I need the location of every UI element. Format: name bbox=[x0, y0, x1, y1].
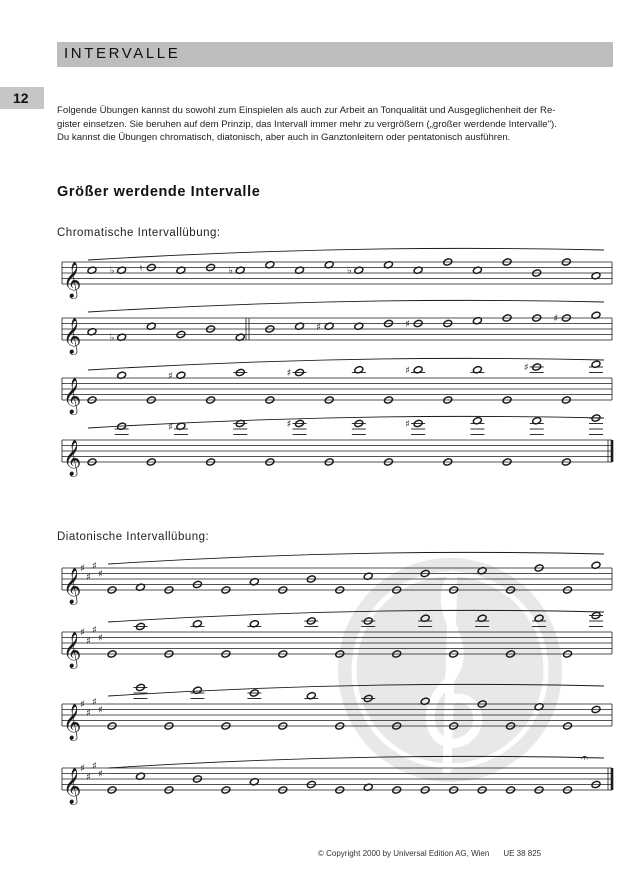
sharp-sign: ♯ bbox=[92, 624, 97, 636]
flat-sign: ♭ bbox=[346, 265, 352, 277]
fermata-icon: 𝄐 bbox=[581, 751, 589, 766]
flat-sign: ♭ bbox=[109, 332, 115, 344]
sharp-sign: ♯ bbox=[98, 569, 103, 580]
intro-line: gister einsetzen. Sie beruhen auf dem Prinzip, das Intervall immer mehr zu vergrößern („großer werdende Intervalle"). bbox=[57, 118, 557, 130]
chapter-title: INTERVALLE bbox=[64, 45, 181, 62]
sharp-sign: ♯ bbox=[80, 563, 85, 575]
staff-system bbox=[62, 610, 612, 658]
slur bbox=[108, 552, 604, 564]
treble-clef-icon: 𝄞 bbox=[63, 378, 82, 414]
exercise-title-diatonic: Diatonische Intervallübung: bbox=[57, 531, 210, 543]
sharp-sign: ♯ bbox=[405, 365, 410, 377]
staff-system bbox=[62, 756, 612, 794]
flat-sign: ♭ bbox=[109, 265, 115, 277]
sharp-sign: ♯ bbox=[98, 705, 103, 716]
treble-clef-icon: 𝄞 bbox=[63, 768, 82, 804]
staff-system bbox=[62, 552, 612, 594]
staff-system bbox=[62, 300, 612, 344]
staff-system bbox=[62, 414, 612, 466]
sharp-sign: ♯ bbox=[92, 696, 97, 708]
sharp-sign: ♯ bbox=[86, 571, 91, 583]
sharp-sign: ♯ bbox=[98, 633, 103, 644]
sharp-sign: ♯ bbox=[167, 421, 173, 433]
intro-line: Du kannst die Übungen chromatisch, diatonisch, aber auch in Ganztonleitern oder pentatonisch ausführen. bbox=[57, 132, 511, 143]
treble-clef-icon: 𝄞 bbox=[63, 568, 82, 604]
page-number: 12 bbox=[0, 87, 44, 109]
section-heading: Größer werdende Intervalle bbox=[57, 184, 261, 200]
slur bbox=[108, 684, 604, 696]
sharp-sign: ♯ bbox=[286, 419, 292, 430]
treble-clef-icon: 𝄞 bbox=[63, 704, 82, 740]
slur bbox=[108, 610, 604, 622]
treble-clef-icon: 𝄞 bbox=[63, 440, 82, 476]
flat-sign: ♭ bbox=[228, 265, 233, 277]
sharp-sign: ♯ bbox=[286, 368, 292, 379]
slur bbox=[88, 300, 604, 312]
sharp-sign: ♯ bbox=[98, 769, 103, 780]
exercise-title-chromatic: Chromatische Intervallübung: bbox=[57, 227, 221, 239]
slur bbox=[88, 248, 604, 260]
sharp-sign: ♯ bbox=[80, 763, 85, 775]
treble-clef-icon: 𝄞 bbox=[63, 262, 82, 298]
staff-system bbox=[62, 358, 612, 404]
sharp-sign: ♯ bbox=[86, 707, 91, 719]
sharp-sign: ♯ bbox=[405, 319, 410, 330]
sharp-sign: ♯ bbox=[167, 370, 173, 382]
staff-system bbox=[62, 248, 612, 284]
edition-number: UE 38 825 bbox=[503, 849, 542, 858]
sharp-sign: ♯ bbox=[405, 419, 410, 430]
footer-copyright bbox=[318, 849, 541, 858]
treble-clef-icon: 𝄞 bbox=[63, 632, 82, 668]
copyright-text: © Copyright 2000 by Universal Edition AG, Wien bbox=[318, 849, 490, 858]
sharp-sign: ♯ bbox=[92, 760, 97, 772]
sharp-sign: ♯ bbox=[92, 560, 97, 572]
treble-clef-icon: 𝄞 bbox=[63, 318, 82, 354]
intro-line: Folgende Übungen kannst du sowohl zum Einspielen als auch zur Arbeit an Tonqualität und Ausgeglichenheit der Re- bbox=[57, 105, 556, 116]
sharp-sign: ♯ bbox=[523, 362, 529, 374]
slur bbox=[88, 416, 604, 428]
sharp-sign: ♯ bbox=[553, 313, 559, 325]
staff-system bbox=[62, 683, 612, 730]
sharp-sign: ♯ bbox=[86, 771, 91, 783]
natural-sign: ♮ bbox=[139, 264, 143, 274]
sharp-sign: ♯ bbox=[80, 627, 85, 639]
slur bbox=[108, 756, 604, 768]
sharp-sign: ♯ bbox=[86, 635, 91, 647]
sharp-sign: ♯ bbox=[80, 699, 85, 711]
sharp-sign: ♯ bbox=[316, 321, 322, 333]
